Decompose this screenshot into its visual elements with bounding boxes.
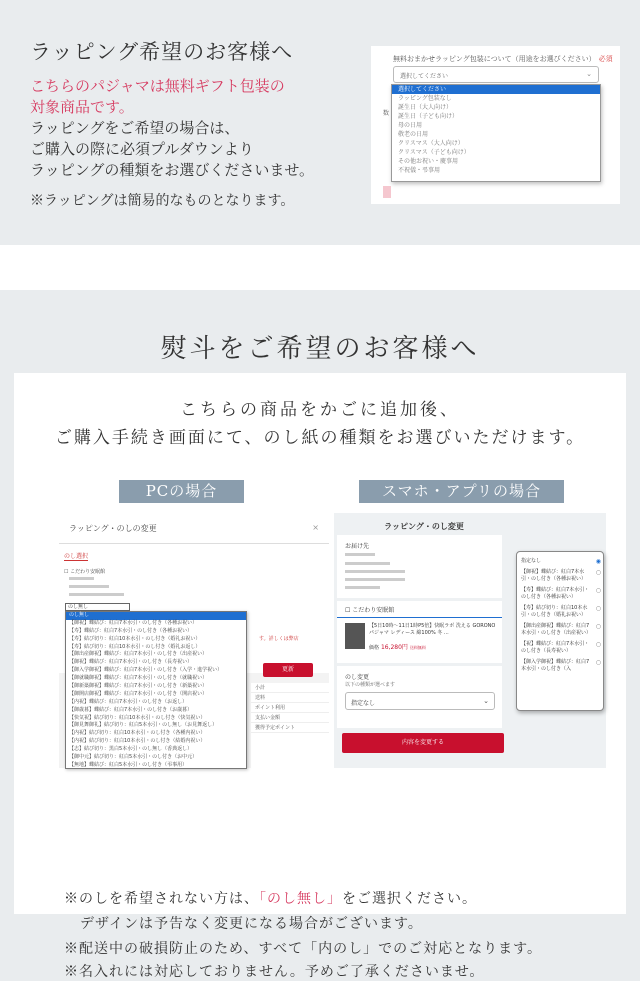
noshi-option[interactable]: 【内祝】結び切り：紅白10本水引・のし付き（各種内祝い） <box>69 730 206 737</box>
wrapping-option[interactable]: 敬老の日用 <box>398 131 429 138</box>
noshi-option[interactable]: 【寿】蝶結び：紅白7本水引・のし付き（各種お祝い） <box>69 627 193 634</box>
noshi-option[interactable]: 【御就職御祝】蝶結び：紅白7本水引・のし付き（就職祝い） <box>69 675 208 682</box>
noshi-option[interactable]: 【御入学御祝】蝶結び：紅白7本水引・のし付き（入学・進学祝い） <box>69 667 223 674</box>
noshi-option[interactable]: 【御祝】蝶結び：紅白7本水引・のし付き（各種お祝い） <box>69 619 198 626</box>
wrapping-option[interactable]: 母の日用 <box>398 122 423 129</box>
wrapping-lead-2: 対象商品です。 <box>30 98 134 116</box>
noshi-option[interactable]: 【内祝】結び切り：紅白10本水引・のし付き（結婚内祝い） <box>69 738 206 745</box>
noshi-radio-option[interactable]: 【御出産御祝】蝶結び：紅白7本水引・のし付き（出産祝い） ○ <box>517 621 603 639</box>
wrapping-option[interactable]: クリスマス（大人向け） <box>398 140 464 147</box>
noshi-option[interactable]: 【志】結び切り：黒白5本水引・のし無し（香典返し） <box>69 746 193 753</box>
noshi-option[interactable]: 【無地】蝶結び：紅白5本水引・のし付き（弔事用） <box>69 761 188 768</box>
noshi-panel <box>337 666 502 728</box>
wrapping-lead: こちらのパジャマは無料ギフト包装の <box>30 77 285 95</box>
wrapping-option[interactable]: 選択してください <box>392 85 600 94</box>
order-summary <box>251 683 329 768</box>
noshi-option[interactable]: 【寿】結び切り：紅白10本水引・のし付き（婚礼お祝い） <box>69 635 201 642</box>
note-no-noshi: ※のしを希望されない方は、「のし無し」をご選択ください。 <box>64 891 477 907</box>
wrapping-option[interactable]: クリスマス（子ども向け） <box>398 149 470 156</box>
noshi-option[interactable]: 【御開店御祝】蝶結び：紅白7本水引・のし付き（開店祝い） <box>69 690 208 697</box>
noshi-option[interactable]: 【御中元】結び切り：紅白5本水引・のし付き（お中元） <box>69 754 198 761</box>
change-content-button[interactable]: 内容を変更する <box>342 733 504 753</box>
chevron-down-icon: ⌄ <box>483 697 489 705</box>
wrapping-section <box>0 0 640 245</box>
pc-noshi-select[interactable]: のし無し <box>65 603 130 611</box>
wrapping-screenshot <box>371 46 620 204</box>
close-icon[interactable]: × <box>312 523 319 532</box>
blurred-text <box>69 585 109 588</box>
sp-dialog-title: ラッピング・のし変更 <box>384 522 464 531</box>
divider <box>337 617 502 618</box>
wrapping-option[interactable]: 不祝儀・弔事用 <box>398 167 441 174</box>
summary-row: 小計 <box>251 683 329 693</box>
blurred-text <box>345 570 405 573</box>
summary-row: ポイント利用 <box>251 703 329 713</box>
noshi-line-2: ご購入手続き画面にて、のし紙の種類をお選びいただけます。 <box>54 428 586 448</box>
smartphone-label: スマホ・アプリの場合 <box>359 480 564 503</box>
summary-row: 獲得予定ポイント <box>251 723 329 733</box>
noshi-radio-option[interactable]: 【寿】蝶結び：紅白7本水引・のし付き（各種お祝い） ○ <box>517 585 603 603</box>
wrapping-select-label: 無料おまかせラッピング包装について（用途をお選びください） 必須 <box>393 55 613 63</box>
product-thumbnail <box>345 623 365 649</box>
noshi-option[interactable]: 【快気祝】結び切り：紅白10本水引・のし付き（快気祝い） <box>69 714 206 721</box>
shop-panel <box>337 601 502 663</box>
section-divider <box>0 245 640 290</box>
wrapping-select[interactable]: 選択してください ⌄ <box>393 66 599 83</box>
product-price: 価格 16,280円 送料無料 <box>369 644 426 651</box>
blurred-text <box>345 586 380 589</box>
wrapping-note: ※ラッピングは簡易的なものとなります。 <box>30 193 295 209</box>
pc-note: す。詳しくは弊店 <box>259 636 299 642</box>
summary-row: 送料 <box>251 693 329 703</box>
smartphone-screenshot <box>334 513 606 768</box>
noshi-panel-title: のし変更 <box>345 674 370 681</box>
side-label: 数 <box>383 110 390 117</box>
noshi-option[interactable]: 【御新築御祝】蝶結び：紅白7本水引・のし付き（新築祝い） <box>69 683 208 690</box>
noshi-option[interactable]: 【御見舞御礼】結び切り：紅白5本水引・のし無し（お見舞返し） <box>69 722 218 729</box>
noshi-line-1: こちらの商品をかごに追加後、 <box>180 400 460 420</box>
noshi-radio-option[interactable]: 【寿】結び切り：紅白10本水引・のし付き（婚礼お祝い） ○ <box>517 603 603 621</box>
product-name: 【5日10時〜11日1時P5倍】快眠ラボ 洗える GORONO パジャマ レディース 綿100% 冬 ... <box>369 623 496 636</box>
wrapping-option[interactable]: ラッピング包装なし <box>398 95 452 102</box>
noshi-section <box>0 290 640 980</box>
noshi-card <box>14 373 626 980</box>
noshi-option[interactable]: 【内祝】蝶結び：紅白7本水引・のし付き（お返し） <box>69 698 188 705</box>
blurred-text <box>69 593 124 596</box>
noshi-option[interactable]: 【御出産御祝】蝶結び：紅白7本水引・のし付き（出産祝い） <box>69 651 208 658</box>
noshi-title: 熨斗をご希望のお客様へ <box>160 334 480 364</box>
update-button[interactable]: 更新 <box>263 663 313 677</box>
noshi-option[interactable]: 【御歳暮】蝶結び：紅白7本水引・のし付き（お歳暮） <box>69 706 193 713</box>
shop-checkbox[interactable]: ☐ こだわり安眠館 <box>64 569 106 575</box>
summary-row: 支払い金額 <box>251 713 329 723</box>
pc-screenshot <box>59 513 329 768</box>
required-badge: 必須 <box>598 55 613 63</box>
shop-title: ☐ こだわり安眠館 <box>345 607 395 614</box>
note-no-name: ※名入れには対応しておりません。予めご了承くださいませ。 <box>64 964 485 980</box>
wrapping-line-1: ラッピングをご希望の場合は、 <box>30 119 240 137</box>
noshi-option[interactable]: のし無し <box>66 612 246 620</box>
pc-noshi-options[interactable] <box>65 611 247 769</box>
blurred-text <box>345 578 405 581</box>
address-panel <box>337 535 502 598</box>
wrapping-line-2: ご購入の際に必須プルダウンより <box>30 140 254 158</box>
wrapping-option[interactable]: 誕生日（大人向け） <box>398 104 453 111</box>
blurred-text <box>345 553 375 556</box>
note-uchinoshi: ※配送中の破損防止のため、すべて「内のし」でのご対応となります。 <box>64 941 543 957</box>
note-design: デザインは予告なく変更になる場合がございます。 <box>80 916 423 932</box>
sp-noshi-select[interactable]: 指定なし ⌄ <box>345 692 495 710</box>
noshi-radio-option[interactable]: 【御入学御祝】蝶結び：紅白7本水引・のし付き（入 ○ <box>517 657 603 675</box>
chevron-down-icon: ⌄ <box>586 70 592 78</box>
noshi-panel-subtitle: 以下の種類が選べます <box>345 682 396 688</box>
wrapping-option[interactable]: 誕生日（子ども向け） <box>398 113 459 120</box>
noshi-option[interactable]: 【御祝】蝶結び：紅白7本水引・のし付き（長寿祝い） <box>69 659 193 666</box>
address-title: お届け先 <box>345 543 370 550</box>
divider <box>59 543 329 544</box>
noshi-option[interactable]: 【寿】結び切り：紅白10本水引・のし付き（婚礼お返し） <box>69 643 201 650</box>
wrapping-title: ラッピング希望のお客様へ <box>30 40 294 64</box>
sp-noshi-popup[interactable] <box>516 551 604 711</box>
wrapping-text <box>30 76 314 181</box>
noshi-radio-option[interactable]: 指定なし ◉ <box>517 556 603 567</box>
tab-noshi[interactable]: のし選択 <box>64 553 89 560</box>
blurred-text <box>345 562 390 565</box>
noshi-radio-option[interactable]: 【祝】蝶結び：紅白7本水引・のし付き（長寿祝い） ○ <box>517 639 603 657</box>
wrapping-options-list[interactable] <box>391 84 601 182</box>
pc-label: PCの場合 <box>119 480 244 503</box>
wrapping-line-3: ラッピングの種類をお選びくださいませ。 <box>30 161 314 179</box>
blurred-text <box>69 577 94 580</box>
wrapping-option[interactable]: その他お祝い・慶事用 <box>398 158 459 165</box>
pc-dialog-title: ラッピング・のしの変更 <box>69 524 157 533</box>
noshi-radio-option[interactable]: 【御祝】蝶結び：紅白7本水引・のし付き（各種お祝い） ○ <box>517 567 603 585</box>
decorative-block <box>383 186 391 198</box>
